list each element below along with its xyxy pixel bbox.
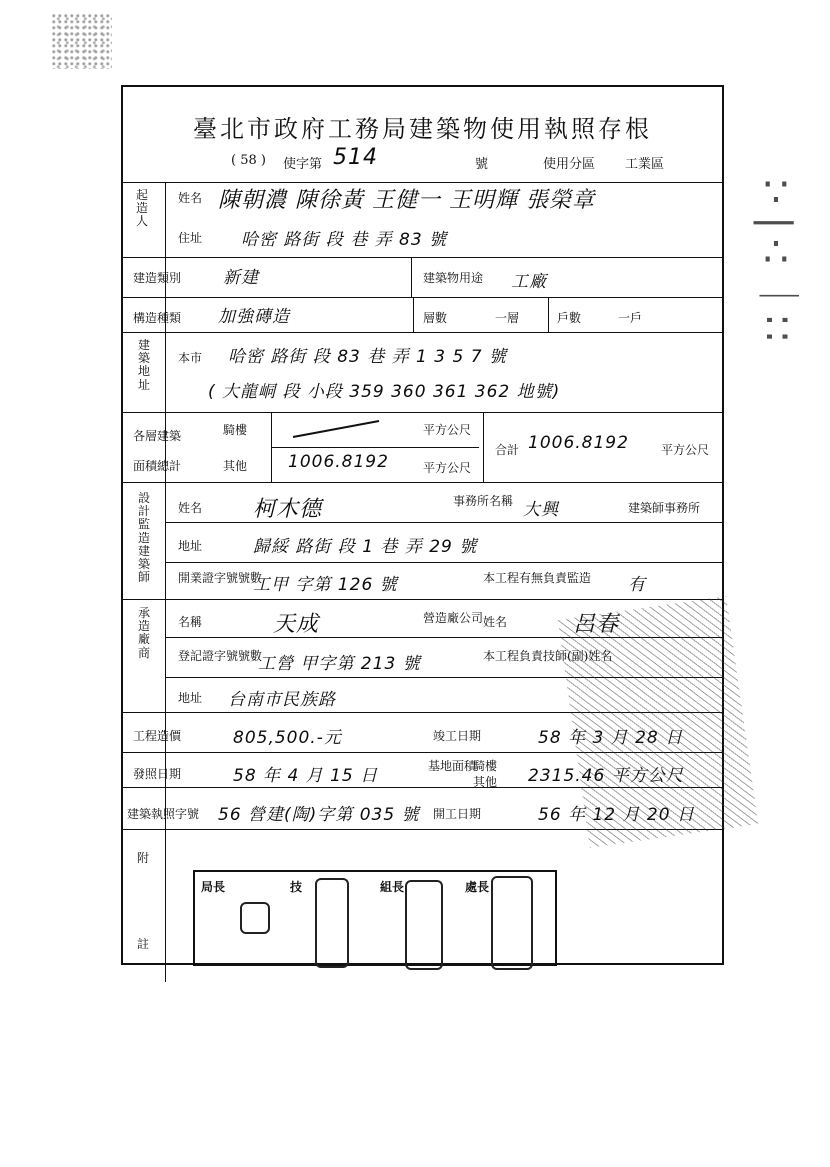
contractor-name-label: 名稱: [178, 615, 203, 629]
other-area-value: 1006.8192: [288, 452, 389, 472]
cost-label: 工程造價: [133, 729, 182, 743]
issue-label: 發照日期: [133, 767, 182, 781]
site-city: 本市: [178, 351, 203, 365]
contractor-name-suffix: 營造廠公司: [423, 611, 484, 625]
reg-label: 登記證字號號數: [178, 649, 263, 663]
permit-form: [121, 85, 724, 965]
zone-label: 使用分區: [543, 157, 596, 172]
arcade-strike: [291, 417, 381, 441]
tech-label: 本工程負責技師(副)姓名: [483, 649, 613, 663]
building-type-label: 建造類別: [133, 271, 182, 285]
arcade-unit: 平方公尺: [423, 423, 472, 437]
base-arcade: 騎樓: [473, 759, 498, 773]
start-value: 56 年 12 月 20 日: [538, 805, 695, 825]
units-value: 一戶: [618, 311, 643, 325]
total-area-value: 1006.8192: [528, 433, 629, 453]
scan-noise: [52, 14, 112, 69]
approval-1: 局長: [201, 880, 226, 894]
total-unit: 平方公尺: [661, 443, 710, 457]
zone-value: 工業區: [625, 157, 665, 172]
structure-label: 構造種類: [133, 311, 182, 325]
margin-marks: ∵|∴｜∷: [753, 170, 799, 341]
contractor-name: 天成: [273, 612, 320, 637]
site-label: 建築地址: [137, 338, 150, 392]
approval-box: [193, 870, 557, 966]
permit-year: ( 58 ): [231, 153, 266, 168]
area-label-1: 各層建築: [133, 429, 182, 443]
applicant-names: 陳朝濃 陳徐黃 王健一 王明輝 張榮章: [218, 188, 595, 213]
cost-value: 805,500.-元: [233, 728, 342, 748]
building-use-label: 建築物用途: [423, 271, 484, 285]
contractor-address-label: 地址: [178, 691, 203, 705]
stamp-shading: [558, 596, 758, 847]
units-label: 戶數: [557, 311, 582, 325]
applicant-name-label: 姓名: [178, 191, 203, 205]
base-value: 2315.46 平方公尺: [528, 766, 684, 786]
designer-address-label: 地址: [178, 539, 203, 553]
building-permit-value: 56 營建(陶)字第 035 號: [218, 805, 420, 825]
designer-address: 歸綏 路街 段 1 巷 弄 29 號: [253, 537, 478, 557]
seal-3: [405, 880, 443, 970]
designer-section-label: 設計監造建築師: [137, 491, 150, 585]
site-street: 哈密 路街 段 83 巷 弄 1 3 5 7 號: [228, 347, 507, 367]
office-name: 大興: [523, 500, 559, 520]
contractor-section-label: 承造廠商: [137, 606, 150, 660]
approval-4: 處長: [465, 880, 490, 894]
complete-value: 58 年 3 月 28 日: [538, 728, 684, 748]
applicant-address-label: 住址: [178, 231, 203, 245]
approval-3: 組長: [380, 880, 405, 894]
issue-value: 58 年 4 月 15 日: [233, 766, 379, 786]
total-label: 合計: [495, 443, 520, 457]
permit-number: 514: [333, 145, 378, 170]
building-use: 工廠: [511, 272, 547, 292]
permit-number-label: 建築執照字號: [127, 807, 200, 821]
other-label: 其他: [223, 459, 248, 473]
notes-label-top: 附: [137, 851, 150, 865]
site-lot: ( 大龍峒 段 小段 359 360 361 362 地號): [208, 382, 561, 402]
office-suffix: 建築師事務所: [628, 501, 701, 515]
license-label: 開業證字號號數: [178, 571, 263, 585]
designer-name-label: 姓名: [178, 501, 203, 515]
seal-1: [240, 902, 270, 934]
permit-hao: 號: [475, 157, 489, 172]
license-value: 工甲 字第 126 號: [253, 575, 398, 595]
structure-value: 加強磚造: [218, 307, 290, 327]
seal-2: [315, 878, 349, 968]
floors-label: 層數: [423, 311, 448, 325]
reg-value: 工營 甲字第 213 號: [258, 654, 421, 674]
floors-value: 一層: [495, 311, 520, 325]
base-other: 其他: [473, 775, 498, 789]
notes-label-bottom: 註: [137, 937, 150, 951]
start-label: 開工日期: [433, 807, 482, 821]
complete-label: 竣工日期: [433, 729, 482, 743]
building-type: 新建: [223, 268, 259, 288]
designer-name: 柯木德: [253, 497, 323, 522]
approval-2: 技: [290, 880, 303, 894]
supervise-value: 有: [628, 575, 646, 595]
rep-name: 呂春: [573, 612, 620, 637]
applicant-address: 哈密 路街 段 巷 弄 83 號: [241, 230, 448, 250]
other-unit: 平方公尺: [423, 461, 472, 475]
form-title: 臺北市政府工務局建築物使用執照存根: [193, 115, 652, 143]
base-label: 基地面積: [428, 759, 477, 773]
rep-label: 姓名: [483, 615, 508, 629]
arcade-label: 騎樓: [223, 423, 248, 437]
supervise-label: 本工程有無負責監造: [483, 571, 592, 585]
office-label: 事務所名稱: [453, 494, 514, 508]
area-label-2: 面積總計: [133, 459, 182, 473]
applicant-section-label: 起造人: [135, 188, 148, 229]
seal-4: [491, 876, 533, 970]
contractor-address: 台南市民族路: [228, 690, 336, 710]
permit-prefix: 使字第: [283, 157, 323, 172]
